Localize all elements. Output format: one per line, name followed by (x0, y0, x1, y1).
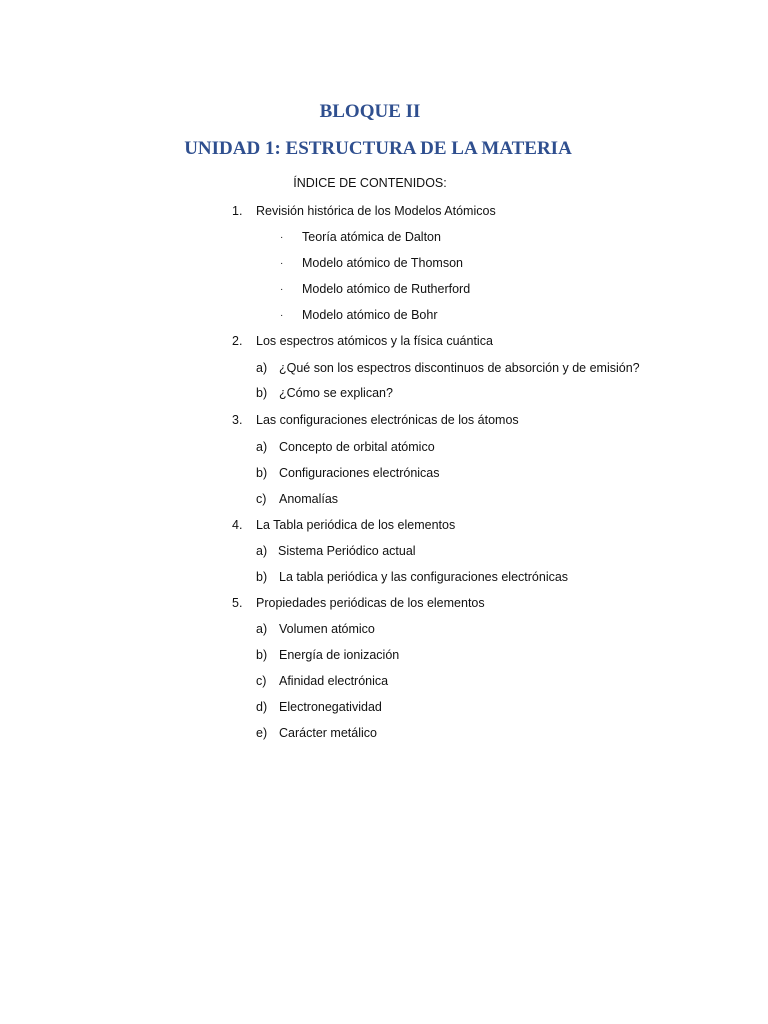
section-title: Las configuraciones electrónicas de los átomos (256, 413, 519, 427)
bullet: · (280, 232, 284, 243)
index-heading: ÍNDICE DE CONTENIDOS: (293, 176, 447, 190)
list-item: ¿Cómo se explican? (279, 386, 393, 400)
item-marker: d) (256, 700, 268, 714)
section-title: Los espectros atómicos y la física cuántica (256, 334, 493, 348)
bullet: · (280, 258, 284, 269)
list-item: Teoría atómica de Dalton (302, 230, 441, 244)
list-item: Afinidad electrónica (279, 674, 389, 688)
list-item: Electronegatividad (279, 700, 382, 714)
list-item: Modelo atómico de Bohr (302, 308, 438, 322)
list-item: Modelo atómico de Thomson (302, 256, 463, 270)
unit-title: UNIDAD 1: ESTRUCTURA DE LA MATERIA (184, 138, 572, 159)
list-item: Carácter metálico (279, 726, 377, 740)
block-title: BLOQUE II (319, 101, 421, 122)
section-number: 4. (232, 518, 243, 532)
section-number: 1. (232, 204, 243, 218)
section-number: 5. (232, 596, 243, 610)
item-marker: b) (256, 570, 268, 584)
list-item: Energía de ionización (279, 648, 400, 662)
item-marker: b) (256, 466, 268, 480)
item-marker: a) (256, 622, 268, 636)
section-title: La Tabla periódica de los elementos (256, 518, 456, 532)
list-item: Sistema Periódico actual (278, 544, 416, 558)
section-number: 2. (232, 334, 243, 348)
item-marker: c) (256, 674, 267, 688)
list-item: Volumen atómico (279, 622, 375, 636)
item-marker: b) (256, 648, 268, 662)
item-marker: e) (256, 726, 268, 740)
section-title: Propiedades periódicas de los elementos (256, 596, 485, 610)
bullet: · (280, 284, 284, 295)
list-item: Anomalías (279, 492, 339, 506)
section-title: Revisión histórica de los Modelos Atómicos (256, 204, 496, 218)
list-item: Configuraciones electrónicas (279, 466, 440, 480)
item-marker: a) (256, 361, 268, 375)
list-item: Concepto de orbital atómico (279, 440, 435, 454)
list-item: ¿Qué son los espectros discontinuos de absorción y de emisión? (279, 361, 640, 375)
item-marker: a) (256, 440, 268, 454)
list-item: La tabla periódica y las configuraciones electrónicas (279, 570, 569, 584)
bullet: · (280, 310, 284, 321)
section-number: 3. (232, 413, 243, 427)
item-marker: b) (256, 386, 268, 400)
item-marker: c) (256, 492, 267, 506)
item-marker: a) (256, 544, 268, 558)
list-item: Modelo atómico de Rutherford (302, 282, 471, 296)
